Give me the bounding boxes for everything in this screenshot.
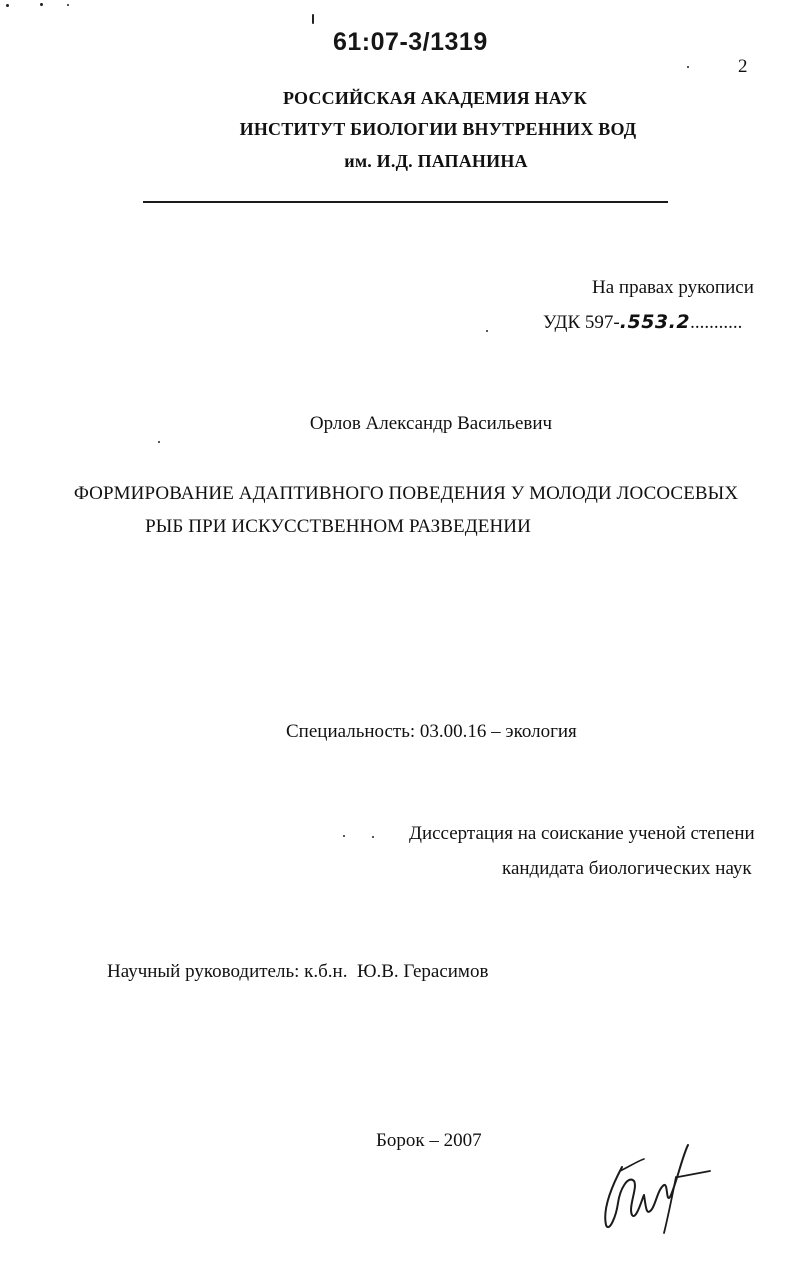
scan-speck	[486, 330, 488, 332]
udc-prefix: УДК 597-	[543, 312, 620, 333]
scan-speck	[6, 4, 9, 7]
archive-code: 61:07-3/1319	[333, 28, 488, 56]
specialty: Специальность: 03.00.16 – экология	[286, 721, 577, 742]
scan-speck	[67, 4, 69, 6]
udc-code	[543, 311, 742, 334]
organization-name: РОССИЙСКАЯ АКАДЕМИЯ НАУК	[282, 88, 588, 108]
page-number: 2	[738, 56, 748, 77]
signature-icon	[592, 1137, 722, 1237]
institute-name: ИНСТИТУТ БИОЛОГИИ ВНУТРЕННИХ ВОД	[239, 119, 637, 139]
degree-statement-line1: Диссертация на соискание ученой степени	[409, 823, 755, 844]
manuscript-rights: На правах рукописи	[592, 277, 754, 298]
place-and-year: Борок – 2007	[376, 1130, 482, 1151]
scientific-supervisor: Научный руководитель: к.б.н. Ю.В. Герасимов	[107, 961, 489, 982]
udc-dots: ...........	[690, 312, 743, 333]
degree-statement-line2: кандидата биологических наук	[502, 858, 752, 879]
scan-speck	[158, 441, 160, 443]
dissertation-title-line2: РЫБ ПРИ ИСКУССТВЕННОМ РАЗВЕДЕНИИ	[145, 516, 531, 537]
institute-honorific: им. И.Д. ПАПАНИНА	[344, 151, 528, 171]
dissertation-title-line1: ФОРМИРОВАНИЕ АДАПТИВНОГО ПОВЕДЕНИЯ У МОЛОДИ ЛОСОСЕВЫХ	[73, 483, 739, 504]
scan-speck	[312, 14, 314, 24]
author-name: Орлов Александр Васильевич	[309, 413, 553, 434]
udc-handwritten: .553.2	[619, 311, 691, 333]
scan-speck	[687, 66, 689, 68]
header-divider	[143, 201, 668, 203]
scan-speck	[40, 3, 43, 6]
scan-speck	[372, 836, 374, 838]
scan-speck	[343, 835, 345, 837]
